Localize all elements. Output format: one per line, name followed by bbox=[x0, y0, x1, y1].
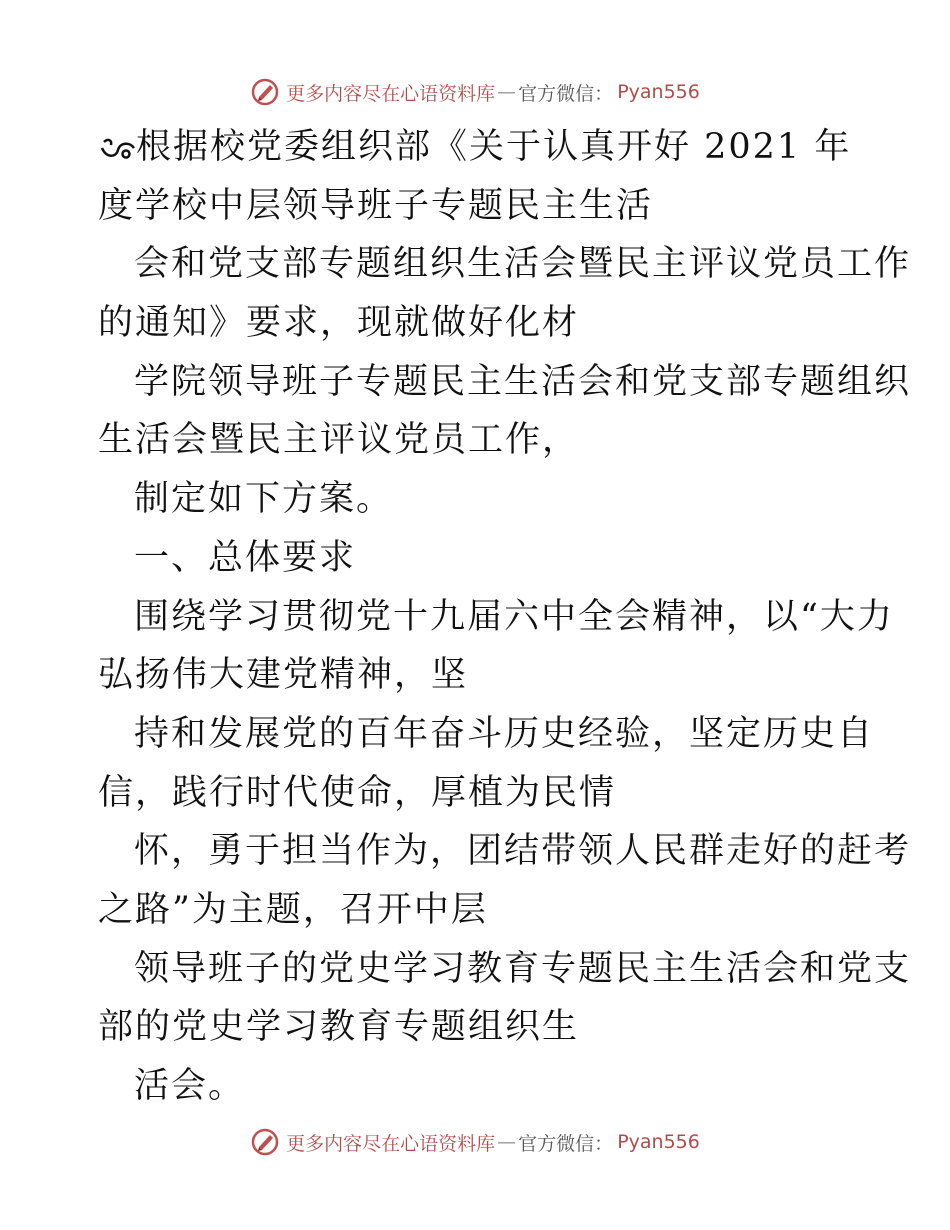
banner-site-text: 更多内容尽在心语资料库 bbox=[286, 1132, 496, 1155]
banner-separator: — bbox=[497, 1131, 517, 1153]
banner-separator: — bbox=[497, 81, 517, 103]
banner-wechat-handle: Pyan556 bbox=[617, 81, 700, 103]
body-line: 领导班子的党史学习教育专题民主生活会和党支 bbox=[134, 948, 912, 989]
body-line: 之路”为主题，召开中层 bbox=[98, 889, 488, 930]
header-banner bbox=[0, 72, 950, 112]
pen-logo-icon bbox=[250, 77, 280, 107]
body-line: 生活会暨民主评议党员工作， bbox=[98, 420, 580, 461]
banner-wechat-label: 官方微信： bbox=[518, 82, 614, 105]
body-line: 信，践行时代使命，厚植为民情 bbox=[98, 772, 617, 813]
body-line: 会和党支部专题组织生活会暨民主评议党员工作 bbox=[134, 244, 912, 285]
ornament-bullet-icon bbox=[98, 134, 138, 164]
body-line: 制定如下方案。 bbox=[134, 479, 394, 520]
body-line: 度学校中层领导班子专题民主生活 bbox=[98, 185, 654, 226]
banner-site-text: 更多内容尽在心语资料库 bbox=[286, 82, 496, 105]
body-line: 持和发展党的百年奋斗历史经验，坚定历史自 bbox=[134, 713, 875, 754]
body-line: 怀，勇于担当作为，团结带领人民群走好的赶考 bbox=[134, 831, 912, 872]
banner-wechat-handle: Pyan556 bbox=[617, 1131, 700, 1153]
body-line: 根据校党委组织部《关于认真开好 2021 年 bbox=[98, 118, 858, 177]
pen-logo-icon bbox=[250, 1127, 280, 1157]
footer-banner bbox=[0, 1122, 950, 1162]
body-line: 活会。 bbox=[134, 1066, 246, 1106]
body-line: 部的党史学习教育专题组织生 bbox=[98, 1007, 580, 1048]
body-line: 学院领导班子专题民主生活会和党支部专题组织 bbox=[134, 361, 912, 402]
section-heading: 一、总体要求 bbox=[134, 537, 357, 578]
banner-wechat-label: 官方微信： bbox=[518, 1132, 614, 1155]
document-body bbox=[98, 118, 912, 1116]
body-line: 围绕学习贯彻党十九届六中全会精神，以“大力 bbox=[134, 596, 894, 637]
body-line: 弘扬伟大建党精神，坚 bbox=[98, 655, 469, 696]
body-line: 的通知》要求，现就做好化材 bbox=[98, 303, 580, 344]
